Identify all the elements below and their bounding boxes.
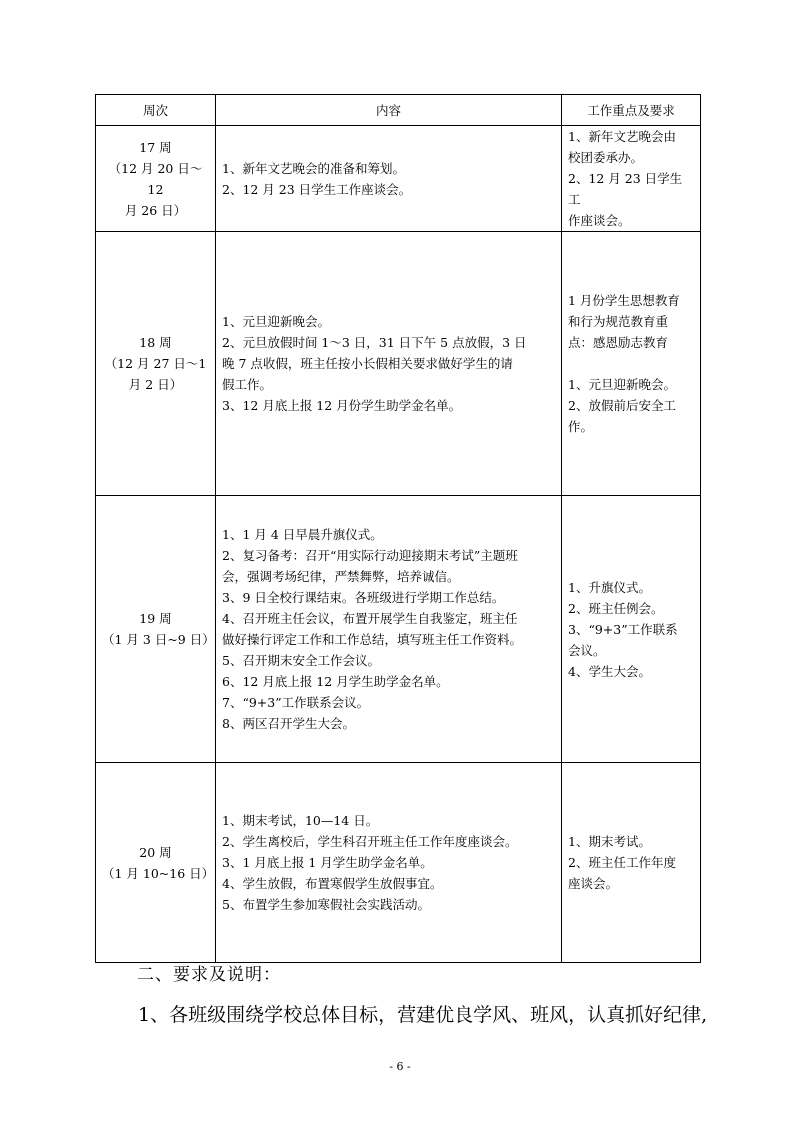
content-line: 4、学生放假，布置寒假学生放假事宜。: [222, 876, 443, 891]
header-content: 内容: [216, 95, 562, 126]
table-row-week-18: [96, 232, 701, 496]
focus-line: 座谈会。: [568, 876, 619, 891]
week-range: 月 2 日）: [128, 377, 183, 392]
content-line: 会，强调考场纪律，严禁舞弊，培养诚信。: [222, 569, 460, 584]
week-range: （1 月 10~16 日）: [102, 865, 215, 881]
focus-cell: [562, 126, 701, 232]
content-line: 5、布置学生参加寒假社会实践活动。: [222, 897, 430, 912]
content-line: 4、召开班主任会议，布置开展学生自我鉴定，班主任: [222, 611, 518, 626]
focus-line: 2、班主任工作年度: [568, 855, 676, 870]
table-row-week-17: [96, 126, 701, 232]
focus-line: 作。: [568, 419, 594, 434]
focus-line: 和行为规范教育重: [568, 314, 669, 329]
content-line: 7、“9+3”工作联系会议。: [222, 695, 370, 710]
section-title: 二、要求及说明：: [137, 965, 281, 985]
table-header-row: [96, 95, 701, 126]
content-line: 3、9 日全校行课结束。各班级进行学期工作总结。: [222, 590, 505, 605]
content-line: 2、元旦放假时间 1～3 日，31 日下午 5 点放假，3 日: [222, 335, 527, 350]
focus-cell: [562, 763, 701, 963]
focus-line: 1 月份学生思想教育: [568, 293, 680, 308]
focus-cell: [562, 232, 701, 496]
content-line: 假工作。: [222, 377, 273, 392]
focus-line: 作座谈会。: [568, 213, 631, 228]
body-paragraph: 1、各班级围绕学校总体目标，营建优良学风、班风，认真抓好纪律,: [138, 1004, 708, 1026]
focus-line: 2、12 月 23 日学生工: [568, 171, 683, 207]
week-cell: [96, 763, 216, 963]
focus-line: 会议。: [568, 642, 606, 658]
content-line: 6、12 月底上报 12 月学生助学金名单。: [222, 674, 449, 689]
content-line: 1、新年文艺晚会的准备和筹划。: [222, 160, 405, 176]
content-line: 8、两区召开学生大会。: [222, 716, 355, 731]
focus-line: 点：感恩励志教育: [568, 335, 669, 350]
focus-line: 校团委承办。: [568, 150, 644, 165]
table-row-week-20: [96, 763, 701, 963]
content-cell: [216, 763, 562, 963]
content-line: 做好操行评定工作和工作总结，填写班主任工作资料。: [222, 632, 523, 647]
header-week: 周次: [96, 95, 216, 126]
page-number: - 6 -: [389, 1060, 411, 1073]
focus-line: 2、放假前后安全工: [568, 398, 676, 413]
week-label: 19 周: [139, 611, 172, 626]
content-line: 3、12 月底上报 12 月份学生助学金名单。: [222, 398, 462, 413]
focus-cell: [562, 496, 701, 763]
week-label: 17 周: [139, 139, 172, 155]
week-range: （12 月 20 日～12: [108, 160, 203, 197]
content-line: 3、1 月底上报 1 月学生助学金名单。: [222, 855, 433, 870]
work-plan-table: [95, 94, 701, 963]
content-line: 2、学生离校后，学生科召开班主任工作年度座谈会。: [222, 834, 518, 849]
focus-line: 3、“9+3”工作联系: [568, 621, 678, 637]
content-cell: [216, 496, 562, 763]
content-line: 1、元旦迎新晚会。: [222, 314, 330, 329]
week-cell: [96, 232, 216, 496]
content-line: 1、1 月 4 日早晨升旗仪式。: [222, 527, 383, 542]
week-cell: [96, 126, 216, 232]
content-line: 2、12 月 23 日学生工作座谈会。: [222, 181, 412, 197]
header-focus: 工作重点及要求: [562, 95, 701, 126]
table-row-week-19: [96, 496, 701, 763]
focus-line: 1、新年文艺晚会由: [568, 129, 676, 144]
content-cell: [216, 126, 562, 232]
content-line: 5、召开期末安全工作会议。: [222, 653, 380, 668]
week-range: 月 26 日）: [124, 202, 187, 218]
week-cell: [96, 496, 216, 763]
focus-line: 4、学生大会。: [568, 663, 651, 679]
week-label: 18 周: [139, 335, 172, 350]
content-line: 1、期末考试，10—14 日。: [222, 813, 379, 828]
focus-line: 2、班主任例会。: [568, 600, 664, 616]
focus-spacer: [568, 353, 694, 374]
week-label: 20 周: [139, 844, 172, 860]
focus-line: 1、期末考试。: [568, 834, 651, 849]
week-range: （1 月 3 日~9 日）: [102, 632, 215, 647]
content-line: 2、复习备考：召开“用实际行动迎接期末考试”主题班: [222, 548, 518, 563]
content-line: 晚 7 点收假，班主任按小长假相关要求做好学生的请: [222, 356, 513, 371]
focus-line: 1、升旗仪式。: [568, 579, 651, 595]
week-range: （12 月 27 日～1: [104, 356, 207, 371]
content-cell: [216, 232, 562, 496]
focus-line: 1、元旦迎新晚会。: [568, 377, 676, 392]
